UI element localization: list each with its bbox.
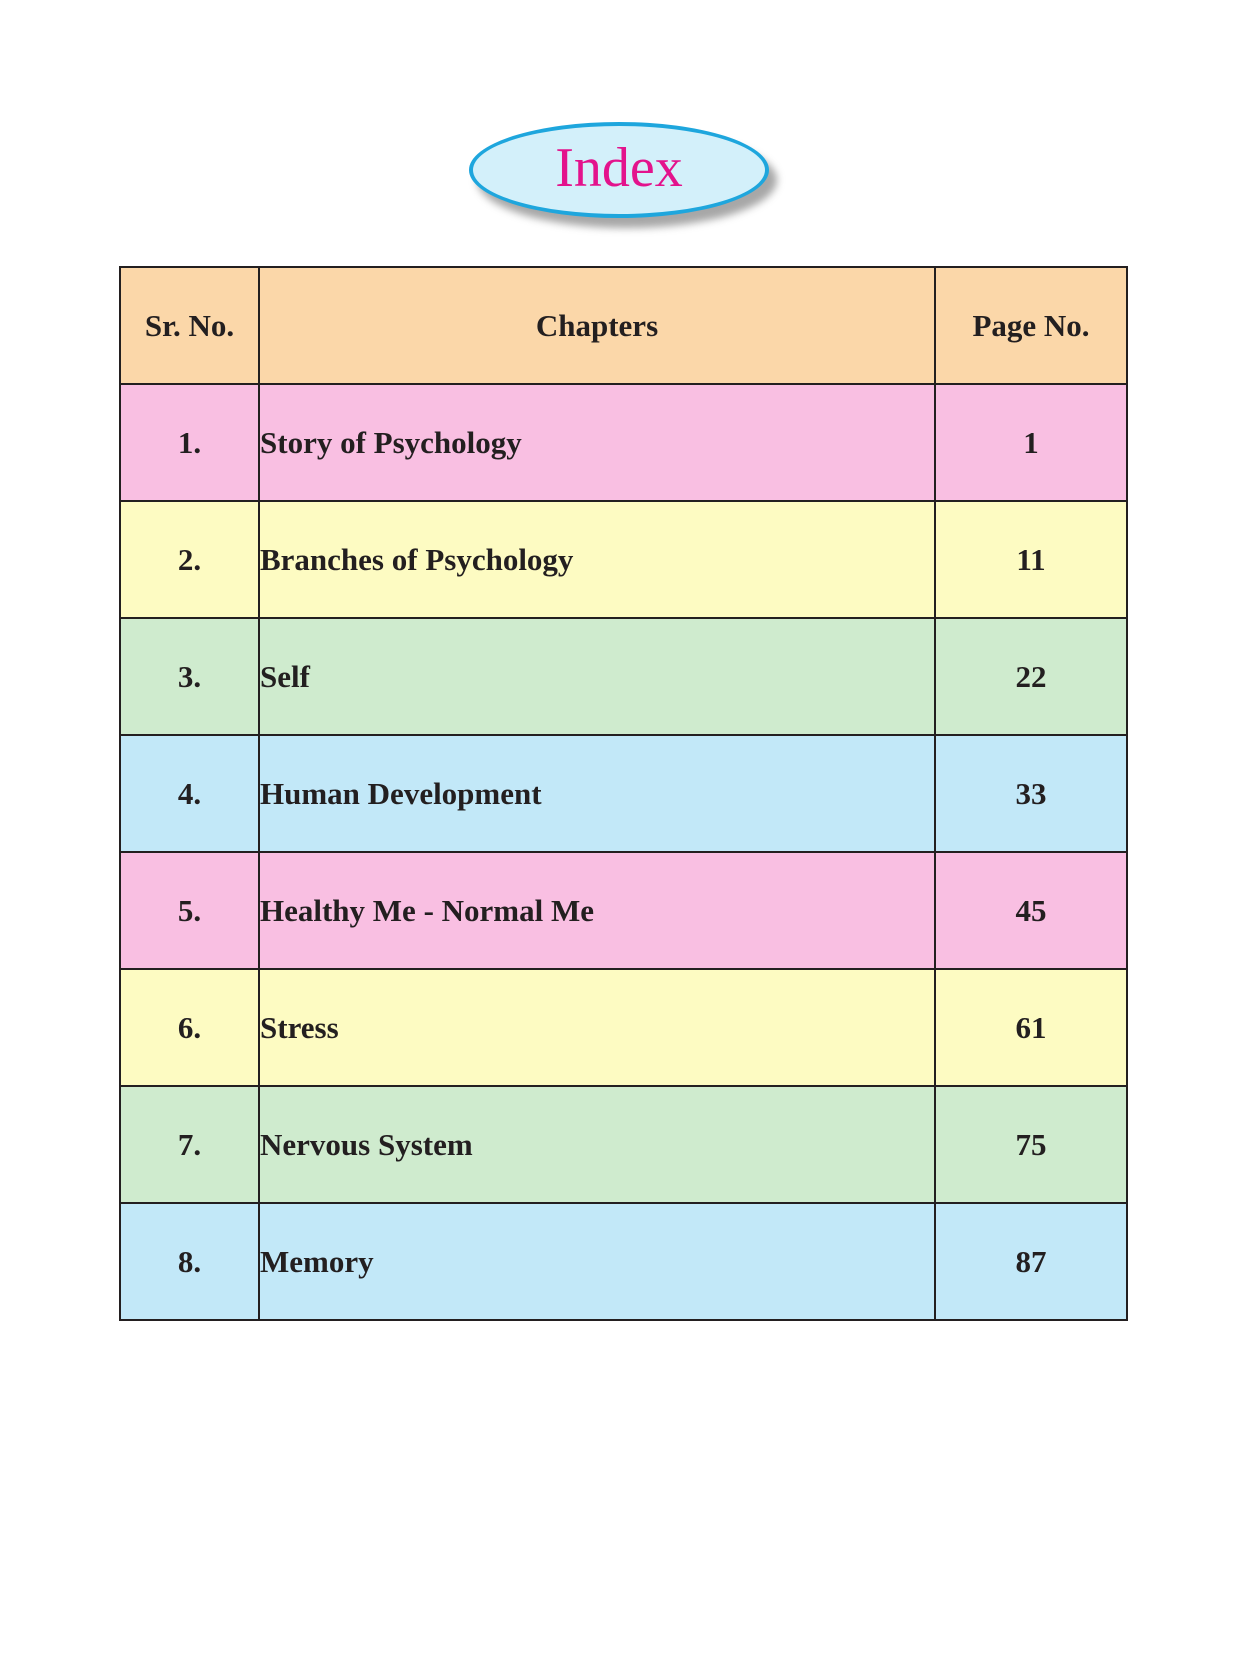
row-sr-no: 2. xyxy=(120,501,259,618)
row-chapter: Human Development xyxy=(259,735,935,852)
row-page-no: 45 xyxy=(935,852,1127,969)
table-row xyxy=(120,852,1127,969)
row-page-no: 11 xyxy=(935,501,1127,618)
row-page-no: 87 xyxy=(935,1203,1127,1320)
row-chapter: Branches of Psychology xyxy=(259,501,935,618)
index-title-badge xyxy=(469,122,777,224)
row-sr-no: 6. xyxy=(120,969,259,1086)
table-row xyxy=(120,1203,1127,1320)
row-page-no: 22 xyxy=(935,618,1127,735)
header-page-no: Page No. xyxy=(935,267,1127,384)
row-sr-no: 3. xyxy=(120,618,259,735)
header-chapters: Chapters xyxy=(259,267,935,384)
row-sr-no: 4. xyxy=(120,735,259,852)
row-chapter: Nervous System xyxy=(259,1086,935,1203)
table-row xyxy=(120,501,1127,618)
row-chapter: Stress xyxy=(259,969,935,1086)
table-row xyxy=(120,384,1127,501)
chapter-index-table xyxy=(119,266,1128,1321)
row-chapter: Self xyxy=(259,618,935,735)
table-row xyxy=(120,735,1127,852)
table-header-row xyxy=(120,267,1127,384)
row-page-no: 61 xyxy=(935,969,1127,1086)
row-sr-no: 8. xyxy=(120,1203,259,1320)
row-chapter: Story of Psychology xyxy=(259,384,935,501)
row-chapter: Memory xyxy=(259,1203,935,1320)
header-sr-no: Sr. No. xyxy=(120,267,259,384)
table-row xyxy=(120,618,1127,735)
title-oval xyxy=(469,122,769,218)
row-sr-no: 5. xyxy=(120,852,259,969)
row-page-no: 75 xyxy=(935,1086,1127,1203)
page-title: Index xyxy=(555,137,683,199)
row-sr-no: 7. xyxy=(120,1086,259,1203)
row-chapter: Healthy Me - Normal Me xyxy=(259,852,935,969)
row-page-no: 1 xyxy=(935,384,1127,501)
row-page-no: 33 xyxy=(935,735,1127,852)
table-row xyxy=(120,1086,1127,1203)
row-sr-no: 1. xyxy=(120,384,259,501)
table-row xyxy=(120,969,1127,1086)
